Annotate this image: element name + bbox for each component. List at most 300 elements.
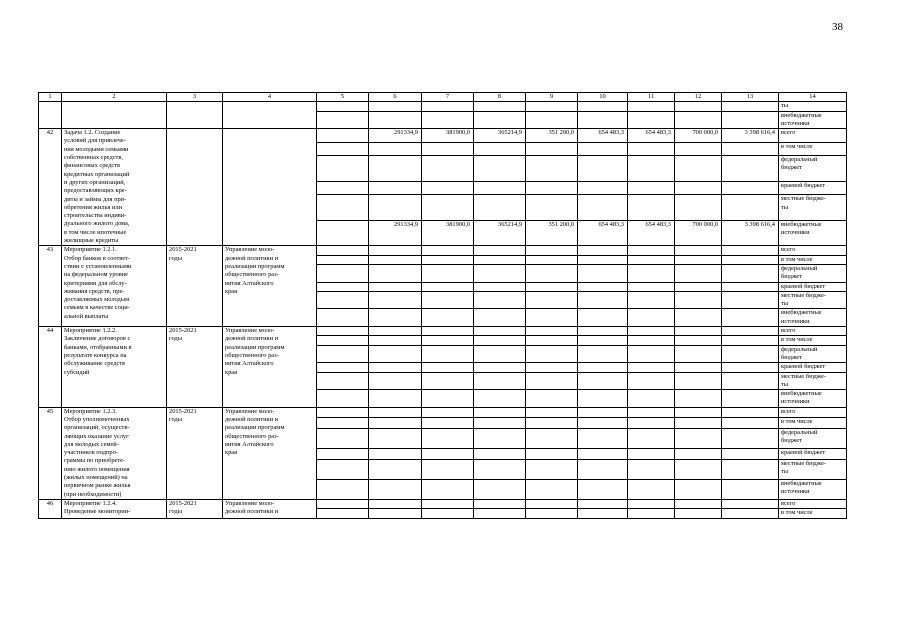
value-cell	[578, 345, 628, 363]
value-cell	[628, 449, 675, 460]
value-cell	[578, 327, 628, 336]
value-cell	[474, 282, 526, 291]
value-cell: 654 483,3	[578, 220, 628, 246]
value-cell	[628, 363, 675, 372]
value-cell: 291334,9	[369, 220, 422, 246]
value-cell	[317, 509, 369, 518]
value-cell	[722, 291, 779, 309]
source-label: федеральный бюджет	[779, 345, 847, 363]
value-cell	[675, 499, 722, 508]
value-cell	[422, 291, 474, 309]
value-cell	[628, 459, 675, 479]
value-cell	[526, 407, 578, 418]
value-cell	[474, 345, 526, 363]
source-label: всего	[779, 129, 847, 143]
value-cell	[526, 111, 578, 129]
value-cell	[578, 255, 628, 264]
executor-cell: Управление моло- дежной политики и	[223, 499, 317, 518]
col-header: 13	[722, 93, 779, 102]
value-cell	[526, 282, 578, 291]
years-cell: 2015-2021 годы	[167, 499, 223, 518]
row-number-cell: 45	[39, 407, 62, 499]
value-cell	[317, 449, 369, 460]
value-cell	[317, 459, 369, 479]
value-cell	[369, 509, 422, 518]
name-cell: Мероприятие 1.2.3. Отбор уполномоченных организаций, осуществ- ляющих оказание услуг для молодых семей- участников подпро- граммы по приобрете- нию жилого помещения (жилых помещений) на первичном рынке жилья (при необходимости)	[62, 407, 167, 499]
value-cell: 700 000,0	[675, 220, 722, 246]
value-cell	[422, 309, 474, 327]
source-label: местные бюдже- ты	[779, 195, 847, 221]
value-cell	[628, 255, 675, 264]
column-number-row	[39, 93, 847, 102]
source-label: внебюджетные источники	[779, 479, 847, 499]
col-header: 1	[39, 93, 62, 102]
value-cell	[422, 407, 474, 418]
col-header: 6	[369, 93, 422, 102]
source-label: в том числе	[779, 255, 847, 264]
col-header: 7	[422, 93, 474, 102]
value-cell	[675, 111, 722, 129]
value-cell	[526, 390, 578, 408]
value-cell: 654 483,3	[578, 129, 628, 143]
value-cell	[578, 363, 628, 372]
value-cell	[474, 499, 526, 508]
value-cell	[317, 336, 369, 345]
value-cell	[474, 156, 526, 182]
value-cell	[474, 195, 526, 221]
value-cell	[526, 181, 578, 195]
col-header: 2	[62, 93, 167, 102]
value-cell	[578, 291, 628, 309]
value-cell	[675, 449, 722, 460]
value-cell	[474, 255, 526, 264]
value-cell	[526, 255, 578, 264]
table-row	[39, 499, 847, 508]
col-header: 5	[317, 93, 369, 102]
value-cell	[578, 390, 628, 408]
value-cell: 654 483,3	[628, 129, 675, 143]
value-cell	[578, 142, 628, 156]
years-cell	[167, 129, 223, 246]
value-cell	[628, 345, 675, 363]
value-cell	[578, 195, 628, 221]
table-row	[39, 407, 847, 418]
years-cell: 2015-2021 годы	[167, 246, 223, 327]
value-cell	[474, 428, 526, 448]
value-cell	[628, 156, 675, 182]
value-cell	[474, 418, 526, 429]
source-label: краевой бюджет	[779, 282, 847, 291]
value-cell: 654 483,3	[628, 220, 675, 246]
value-cell	[675, 363, 722, 372]
value-cell	[369, 255, 422, 264]
value-cell	[722, 428, 779, 448]
value-cell: 700 000,0	[675, 129, 722, 143]
source-label: краевой бюджет	[779, 449, 847, 460]
source-label: в том числе	[779, 509, 847, 518]
value-cell	[474, 459, 526, 479]
value-cell	[675, 181, 722, 195]
value-cell	[628, 372, 675, 390]
value-cell	[474, 264, 526, 282]
value-cell	[526, 372, 578, 390]
source-label: в том числе	[779, 142, 847, 156]
value-cell	[722, 449, 779, 460]
value-cell	[317, 282, 369, 291]
value-cell	[526, 345, 578, 363]
source-label: внебюджетные источники	[779, 111, 847, 129]
value-cell	[317, 418, 369, 429]
value-cell	[422, 156, 474, 182]
table-row	[39, 246, 847, 255]
value-cell	[628, 499, 675, 508]
source-label: федеральный бюджет	[779, 156, 847, 182]
col-header: 4	[223, 93, 317, 102]
value-cell: 365214,9	[474, 129, 526, 143]
value-cell	[578, 428, 628, 448]
value-cell	[722, 195, 779, 221]
value-cell	[369, 499, 422, 508]
value-cell	[526, 142, 578, 156]
source-label: внебюджетные источники	[779, 309, 847, 327]
value-cell	[422, 459, 474, 479]
value-cell	[675, 509, 722, 518]
value-cell	[578, 246, 628, 255]
value-cell	[722, 418, 779, 429]
value-cell	[317, 309, 369, 327]
source-label: ты	[779, 102, 847, 111]
executor-cell: Управление моло- дежной политики и реализации программ общественного раз- вития Алтайского края	[223, 327, 317, 408]
value-cell	[722, 309, 779, 327]
value-cell	[422, 142, 474, 156]
value-cell	[675, 102, 722, 111]
value-cell	[474, 102, 526, 111]
value-cell	[578, 449, 628, 460]
row-number-cell: 43	[39, 246, 62, 327]
executor-cell: Управление моло- дежной политики и реализации программ общественного раз- вития Алтайского края	[223, 407, 317, 499]
row-number-cell	[39, 102, 62, 129]
value-cell	[474, 407, 526, 418]
value-cell	[675, 291, 722, 309]
value-cell	[722, 156, 779, 182]
value-cell	[369, 428, 422, 448]
value-cell	[675, 156, 722, 182]
value-cell	[675, 246, 722, 255]
value-cell	[578, 181, 628, 195]
value-cell	[317, 390, 369, 408]
value-cell	[722, 282, 779, 291]
value-cell: 3 398 616,4	[722, 129, 779, 143]
years-cell	[167, 102, 223, 129]
value-cell	[628, 181, 675, 195]
value-cell	[628, 291, 675, 309]
program-table	[38, 92, 847, 519]
row-number-cell: 44	[39, 327, 62, 408]
value-cell: 3 398 616,4	[722, 220, 779, 246]
table-row	[39, 327, 847, 336]
col-header: 8	[474, 93, 526, 102]
value-cell	[722, 499, 779, 508]
value-cell	[422, 418, 474, 429]
value-cell: 351 200,0	[526, 129, 578, 143]
value-cell	[422, 372, 474, 390]
value-cell	[317, 129, 369, 143]
value-cell	[578, 418, 628, 429]
value-cell	[369, 418, 422, 429]
value-cell: 291334,9	[369, 129, 422, 143]
value-cell	[578, 459, 628, 479]
value-cell	[422, 428, 474, 448]
value-cell	[369, 291, 422, 309]
value-cell	[317, 220, 369, 246]
value-cell	[675, 142, 722, 156]
value-cell	[474, 390, 526, 408]
value-cell	[722, 390, 779, 408]
value-cell	[526, 309, 578, 327]
source-label: всего	[779, 246, 847, 255]
value-cell: 365214,9	[474, 220, 526, 246]
value-cell	[369, 195, 422, 221]
value-cell	[317, 407, 369, 418]
name-cell	[62, 102, 167, 129]
value-cell	[722, 372, 779, 390]
value-cell	[578, 264, 628, 282]
value-cell	[722, 327, 779, 336]
value-cell	[722, 255, 779, 264]
value-cell	[317, 372, 369, 390]
value-cell	[474, 246, 526, 255]
value-cell	[369, 156, 422, 182]
value-cell	[317, 102, 369, 111]
page-number: 38	[832, 21, 843, 33]
value-cell	[526, 418, 578, 429]
value-cell	[422, 479, 474, 499]
value-cell	[578, 479, 628, 499]
value-cell	[369, 372, 422, 390]
value-cell	[578, 156, 628, 182]
value-cell	[369, 345, 422, 363]
value-cell	[474, 142, 526, 156]
value-cell	[369, 336, 422, 345]
value-cell	[526, 509, 578, 518]
value-cell	[474, 509, 526, 518]
value-cell	[422, 390, 474, 408]
value-cell	[526, 479, 578, 499]
value-cell	[369, 407, 422, 418]
value-cell	[317, 479, 369, 499]
value-cell	[526, 246, 578, 255]
value-cell	[675, 418, 722, 429]
value-cell	[369, 449, 422, 460]
value-cell	[317, 195, 369, 221]
value-cell	[369, 327, 422, 336]
value-cell	[578, 499, 628, 508]
source-label: всего	[779, 499, 847, 508]
value-cell	[526, 264, 578, 282]
name-cell: Мероприятие 1.2.1. Отбор банков в соответ- ствии с установленными на федеральном уровне критериями для обслу- живания средств, пре- доставляемых молодым семьям в качестве соци- альной выплаты	[62, 246, 167, 327]
value-cell	[628, 282, 675, 291]
col-header: 3	[167, 93, 223, 102]
value-cell	[628, 336, 675, 345]
value-cell	[422, 195, 474, 221]
value-cell	[317, 291, 369, 309]
years-cell: 2015-2021 годы	[167, 327, 223, 408]
table-row	[39, 102, 847, 111]
value-cell	[526, 195, 578, 221]
value-cell	[722, 509, 779, 518]
value-cell	[675, 345, 722, 363]
years-cell: 2015-2021 годы	[167, 407, 223, 499]
value-cell	[369, 309, 422, 327]
value-cell	[422, 499, 474, 508]
value-cell	[578, 372, 628, 390]
value-cell	[526, 363, 578, 372]
value-cell	[369, 282, 422, 291]
source-label: внебюджетные источники	[779, 220, 847, 246]
value-cell	[422, 246, 474, 255]
value-cell	[578, 407, 628, 418]
value-cell	[722, 111, 779, 129]
value-cell	[675, 264, 722, 282]
source-label: федеральный бюджет	[779, 264, 847, 282]
row-number-cell: 46	[39, 499, 62, 518]
value-cell: 381900,0	[422, 220, 474, 246]
value-cell	[474, 327, 526, 336]
value-cell	[526, 102, 578, 111]
value-cell	[422, 111, 474, 129]
table-row	[39, 129, 847, 143]
value-cell: 351 200,0	[526, 220, 578, 246]
col-header: 11	[628, 93, 675, 102]
value-cell	[369, 479, 422, 499]
value-cell	[474, 372, 526, 390]
value-cell	[526, 327, 578, 336]
executor-cell	[223, 129, 317, 246]
value-cell	[628, 264, 675, 282]
value-cell	[369, 264, 422, 282]
value-cell	[317, 111, 369, 129]
value-cell	[526, 428, 578, 448]
source-label: в том числе	[779, 418, 847, 429]
value-cell	[675, 195, 722, 221]
value-cell	[422, 282, 474, 291]
name-cell: Мероприятие 1.2.2. Заключение договоров с банками, отобранными в результате конкурса на обслуживание средств субсидий	[62, 327, 167, 408]
source-label: в том числе	[779, 336, 847, 345]
value-cell	[675, 309, 722, 327]
value-cell	[317, 499, 369, 508]
value-cell	[474, 479, 526, 499]
value-cell	[628, 390, 675, 408]
value-cell	[722, 479, 779, 499]
value-cell	[526, 459, 578, 479]
value-cell	[628, 479, 675, 499]
value-cell	[722, 363, 779, 372]
value-cell	[422, 345, 474, 363]
value-cell	[422, 509, 474, 518]
value-cell	[722, 264, 779, 282]
value-cell	[422, 181, 474, 195]
value-cell	[578, 282, 628, 291]
source-label: краевой бюджет	[779, 181, 847, 195]
value-cell	[422, 363, 474, 372]
value-cell	[369, 390, 422, 408]
value-cell	[317, 156, 369, 182]
value-cell	[675, 428, 722, 448]
value-cell	[675, 407, 722, 418]
source-label: внебюджетные источники	[779, 390, 847, 408]
value-cell	[722, 142, 779, 156]
value-cell	[722, 102, 779, 111]
value-cell	[628, 102, 675, 111]
value-cell	[422, 264, 474, 282]
value-cell	[628, 418, 675, 429]
col-header: 14	[779, 93, 847, 102]
value-cell	[317, 264, 369, 282]
value-cell	[369, 181, 422, 195]
value-cell	[474, 309, 526, 327]
executor-cell	[223, 102, 317, 129]
value-cell	[474, 111, 526, 129]
col-header: 9	[526, 93, 578, 102]
value-cell	[422, 102, 474, 111]
value-cell	[628, 509, 675, 518]
value-cell	[675, 282, 722, 291]
value-cell	[722, 459, 779, 479]
value-cell	[526, 336, 578, 345]
value-cell	[317, 255, 369, 264]
value-cell	[578, 111, 628, 129]
value-cell	[474, 181, 526, 195]
value-cell	[369, 459, 422, 479]
value-cell	[675, 336, 722, 345]
value-cell	[722, 345, 779, 363]
value-cell	[722, 181, 779, 195]
value-cell	[675, 372, 722, 390]
col-header: 10	[578, 93, 628, 102]
program-table-wrapper	[38, 92, 846, 519]
source-label: федеральный бюджет	[779, 428, 847, 448]
value-cell	[628, 428, 675, 448]
source-label: всего	[779, 407, 847, 418]
value-cell	[628, 142, 675, 156]
name-cell: Задача 1.2. Создание условий для привлече- ния молодыми семьями собственных средств, финансовых средств кредитных организаций и других организаций, предоставляющих кре- диты и займы для при- обретения жилья или строительства индиви- дуального жилого дома, в том числе ипотечные жилищные кредиты	[62, 129, 167, 246]
value-cell	[369, 142, 422, 156]
value-cell	[474, 291, 526, 309]
value-cell	[474, 449, 526, 460]
value-cell	[317, 345, 369, 363]
value-cell	[369, 102, 422, 111]
row-number-cell: 42	[39, 129, 62, 246]
value-cell	[422, 255, 474, 264]
value-cell	[722, 336, 779, 345]
value-cell	[422, 336, 474, 345]
executor-cell: Управление моло- дежной политики и реализации программ общественного раз- вития Алтайского края	[223, 246, 317, 327]
value-cell	[526, 499, 578, 508]
value-cell	[369, 246, 422, 255]
value-cell	[628, 407, 675, 418]
value-cell	[628, 327, 675, 336]
value-cell	[317, 142, 369, 156]
value-cell	[578, 102, 628, 111]
value-cell	[317, 363, 369, 372]
value-cell	[628, 111, 675, 129]
value-cell	[675, 255, 722, 264]
value-cell	[578, 309, 628, 327]
value-cell	[675, 479, 722, 499]
value-cell	[317, 428, 369, 448]
value-cell	[369, 363, 422, 372]
source-label: краевой бюджет	[779, 363, 847, 372]
